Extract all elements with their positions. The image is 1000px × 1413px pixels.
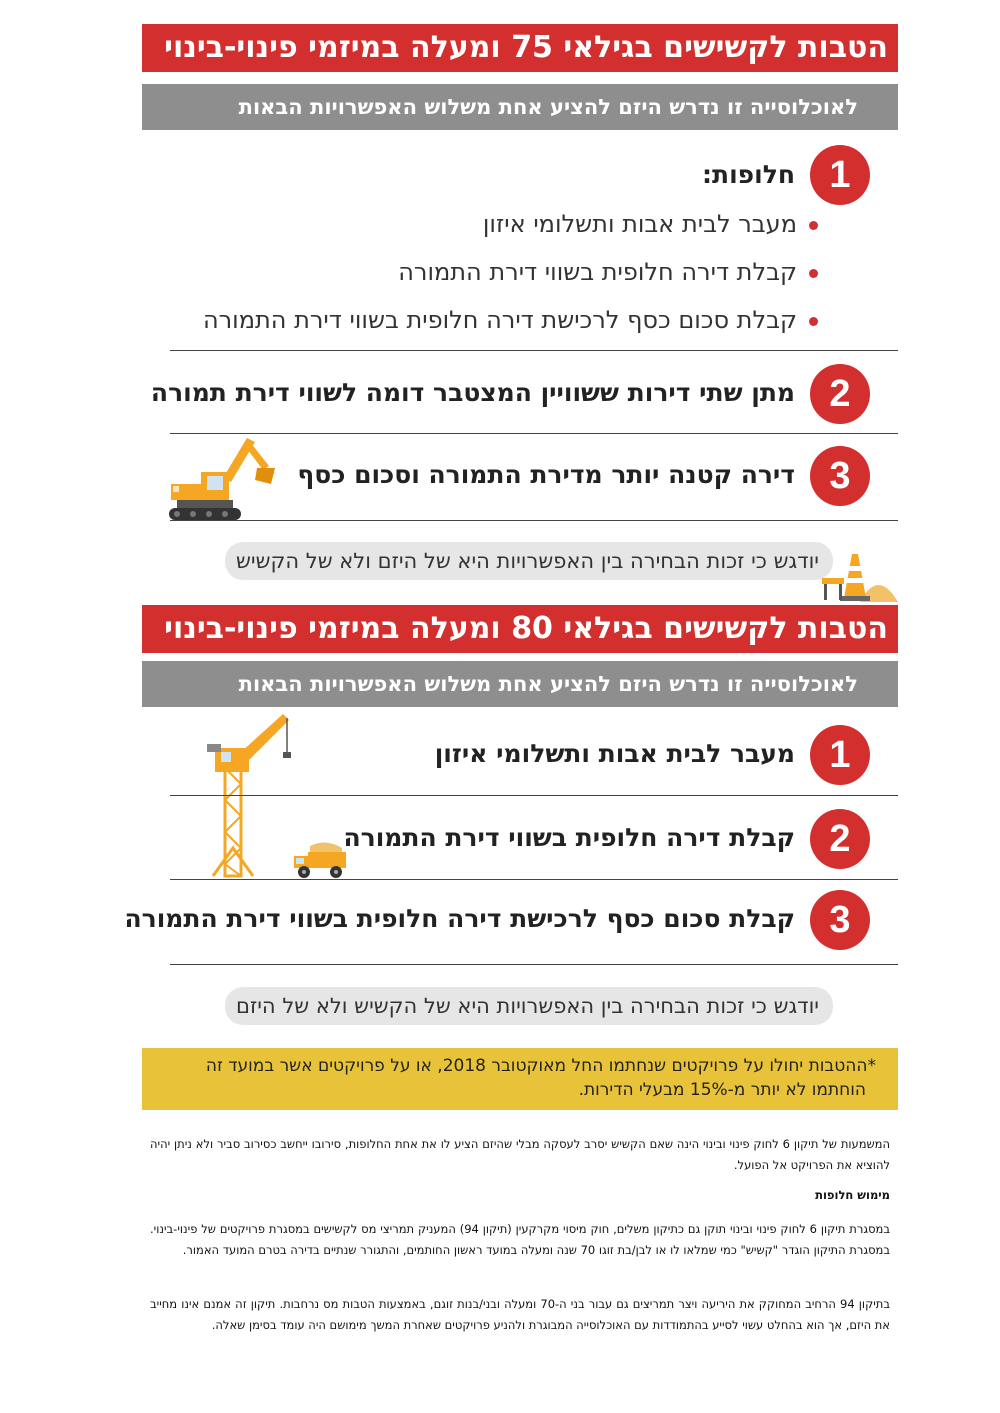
footnote-line-1: *ההטבות יחולו על פרויקטים שנחתמו החל מאוקטובר 2018, או על פרויקטים אשר במועד זה — [205, 1056, 876, 1076]
divider — [170, 350, 898, 351]
divider — [170, 879, 898, 880]
section1-subtitle: לאוכלוסייה זו נדרש היזם להציע אחת משלוש האפשרויות הבאות — [142, 84, 898, 130]
section1-bullet-3: קבלת סכום כסף לרכישת דירה חלופית בשווי דירת התמורה — [203, 306, 818, 334]
section1-option2-number: 2 — [810, 364, 870, 424]
bullet-dot-icon — [809, 317, 818, 326]
section2-option3-label: קבלת סכום כסף לרכישת דירה חלופית בשווי דירת התמורה — [124, 904, 795, 933]
section2-note: יודגש כי זכות הבחירה בין האפשרויות היא של הקשיש ולא של היזם — [225, 987, 833, 1025]
section2-title: הטבות לקשישים בגילאי 80 ומעלה במיזמי פינוי-בינוי — [142, 605, 898, 653]
section1-option1-number: 1 — [810, 145, 870, 205]
tower-crane-icon — [205, 708, 300, 880]
traffic-cone-icon — [820, 548, 900, 602]
divider — [170, 795, 898, 796]
section2-subtitle: לאוכלוסייה זו נדרש היזם להציע אחת משלוש האפשרויות הבאות — [142, 661, 898, 707]
dump-truck-icon — [292, 840, 352, 880]
section1-title: הטבות לקשישים בגילאי 75 ומעלה במיזמי פינוי-בינוי — [142, 24, 898, 72]
section1-bullet-1: מעבר לבית אבות ותשלומי איזון — [483, 210, 818, 238]
bullet-dot-icon — [809, 269, 818, 278]
section2-option2-number: 2 — [810, 809, 870, 869]
section2-option1-label: מעבר לבית אבות ותשלומי איזון — [434, 739, 795, 768]
section1-bullet-2: קבלת דירה חלופית בשווי דירת התמורה — [398, 258, 818, 286]
footnote-line-2: הוחתמו לא יותר מ-15% מבעלי הדירות. — [578, 1080, 866, 1100]
divider — [170, 964, 898, 965]
section1-option3-label: דירה קטנה יותר מדירת התמורה וסכום כסף — [297, 460, 795, 489]
excavator-icon — [165, 428, 280, 524]
section2-option2-label: קבלת דירה חלופית בשווי דירת התמורה — [343, 823, 795, 852]
body-subheading: מימוש חלופות — [815, 1188, 890, 1202]
body-paragraph-2: במסגרת תיקון 6 לחוק פינוי ובינוי תוקן גם כתיקון משלים, חוק מיסוי מקרקעין (תיקון 94) המעניק תמריצי מס לקשישים במסגרת פרויקטים של פינוי-בינוי. במסגרת התיקון הוגדר "קשיש" כמי שמלאו לו או לבן/בת זוגו 70 שנה ומעלה במועד ראשון החותמים, והתגורר שנתיים בדירה בטרם המועד האמור. — [150, 1222, 890, 1257]
section1-option1-label: חלופות: — [702, 160, 795, 189]
body-paragraph-1: המשמעות של תיקון 6 לחוק פינוי ובינוי הינה שאם הקשיש יסרב לעסקה מבלי שהיזם הציע לו את אחת החלופות, סירובו ייחשב כסירוב סביר ולא ניתן יהיה להוציא את הפרויקט אל הפועל. — [150, 1137, 890, 1172]
section1-option3-number: 3 — [810, 446, 870, 506]
section2-option3-number: 3 — [810, 890, 870, 950]
bullet-dot-icon — [809, 221, 818, 230]
section2-option1-number: 1 — [810, 725, 870, 785]
section1-option2-label: מתן שתי דירות ששוויין המצטבר דומה לשווי דירת תמורה — [150, 378, 795, 407]
body-paragraph-3: בתיקון 94 הרחיב המחוקק את היריעה ויצר תמריצים גם עבור בני ה-70 ומעלה ובני/בנות זוגם, באמצעות הטבות מס נרחבות. תיקון זה אמנם אינו מחייב את היזם, אך הוא בהחלט עשוי לסייע בהתמודדות עם האוכלוסייה המבוגרת ולהניע פרויקטים שאחרת המשך מימושם היה עומד בסימן שאלה. — [150, 1297, 891, 1332]
section1-note: יודגש כי זכות הבחירה בין האפשרויות היא של היזם ולא של הקשיש — [225, 542, 833, 580]
footnote-box — [142, 1048, 898, 1110]
